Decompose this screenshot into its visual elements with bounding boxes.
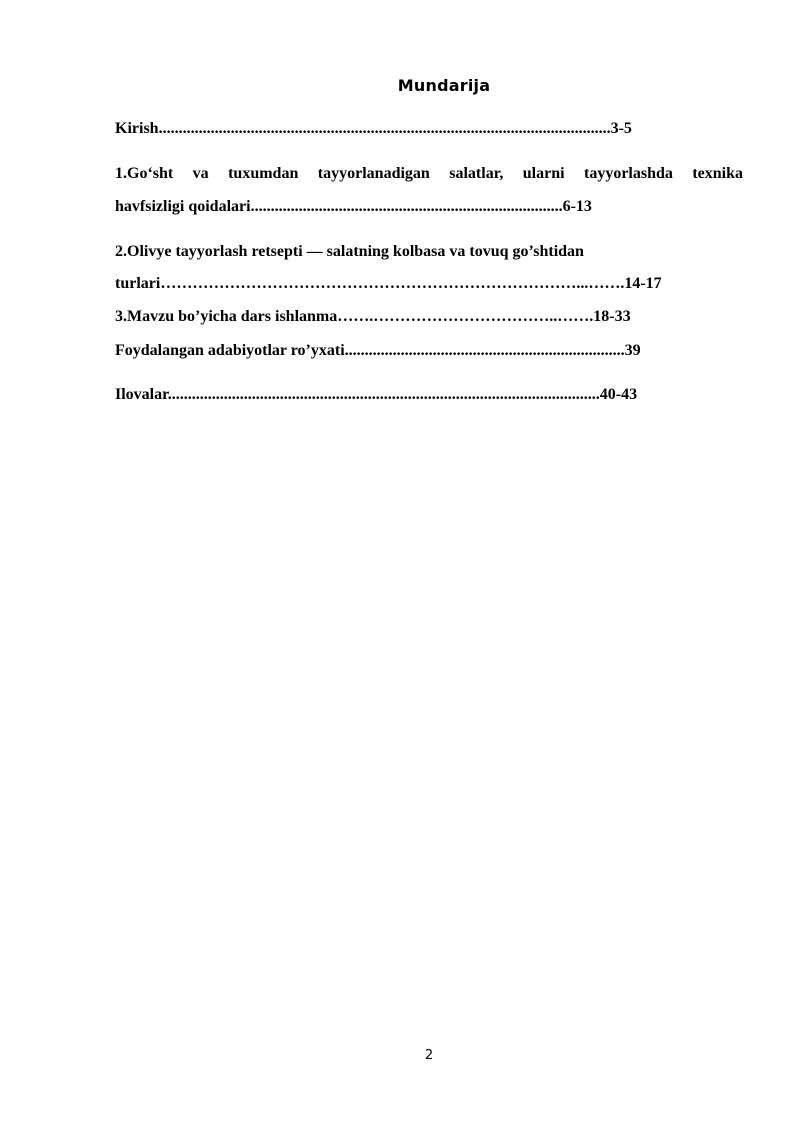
toc-entry-3: 3.Mavzu bo’yicha dars ishlanma…….……………………………..…….18-33 — [115, 308, 631, 325]
toc-entry-2-line-2: turlari……………………………………………………………………...…….14-17 — [115, 275, 662, 292]
toc-entry-appendix: Ilovalar............................................................................................................40-43 — [115, 386, 638, 403]
page-number: 2 — [424, 1048, 434, 1063]
toc-entry-intro: Kirish.................................................................................................................3-5 — [115, 120, 632, 137]
page-title: Mundarija — [397, 76, 491, 95]
toc-entry-references: Foydalangan adabiyotlar ro’yxati......................................................................39 — [115, 342, 641, 359]
toc-entry-1-line-2: havfsizligi qoidalari..............................................................................6-13 — [115, 198, 592, 215]
toc-entry-1-line-1: 1.Go‘sht va tuxumdan tayyorlanadigan salatlar, ularni tayyorlashda texnika — [115, 165, 743, 182]
toc-entry-2-line-1: 2.Olivye tayyorlash retsepti — salatning kolbasa va tovuq go’shtidan — [115, 243, 584, 260]
